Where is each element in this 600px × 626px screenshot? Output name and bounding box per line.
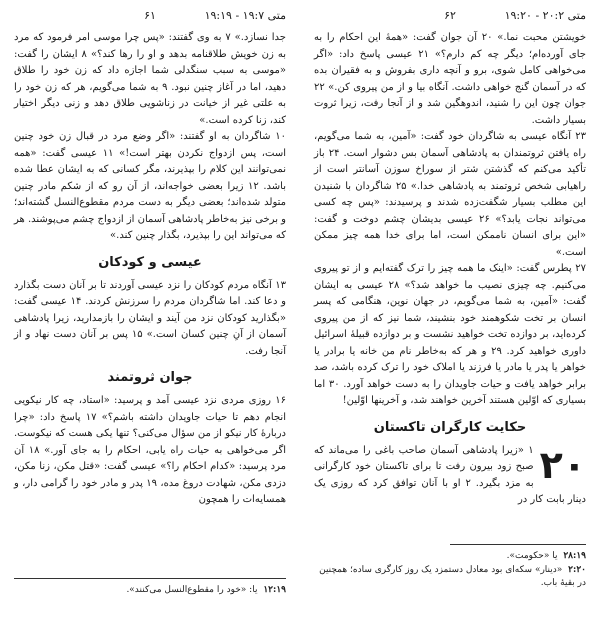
- page-number: ۶۱: [144, 9, 156, 22]
- running-head-right: [314, 6, 586, 26]
- paragraph: ۲۳ آنگاه عیسی به شاگردان خود گفت: «آمین، به شما می‌گویم، راه یافتن ثروتمندان به پادشاهی آسمان بس دشوار است. ۲۴ باز تأکید می‌کنم که گذشتن شتر از سوراخ سوزن آسانتر است از راهیابی شخص ثروتمند به پادشاهی خدا.» ۲۵ شاگردان با شنیدن این مطلب بسیار شگفت‌زده شدند و پرسیدند: «پس چه کسی می‌تواند نجات یابد؟» ۲۶ عیسی بدیشان چشم دوخت و گفت: «این برای انسان ناممکن است، اما برای خدا همه چیز ممکن است.»: [314, 131, 587, 258]
- running-head-range: ۲۰:۲ - ۱۹:۲۰: [504, 9, 565, 22]
- footnote-divider: [14, 578, 286, 579]
- text-column-right: [314, 30, 586, 509]
- running-head-range: ۱۹:۷ - ۱۹:۱۹: [204, 9, 265, 22]
- footnote-text: «دینار» سکه‌ای بود معادل دستمزد یک روز کارگری ساده؛ همچنین در بقیۀ باب.: [319, 564, 586, 588]
- paragraph: ۱۶ روزی مردی نزد عیسی آمد و پرسید: «استاد، چه کار نیکویی انجام دهم تا حیات جاویدان داشته باشم؟» ۱۷ پاسخ داد: «چرا دربارۀ کار نیکو از من سؤال می‌کنی؟ تنها یکی هست که نیکوست. اگر می‌خواهی به حیات راه یابی، احکام را به جای آور.» ۱۸ آن مرد پرسید: «کدام احکام را؟» عیسی گفت: «قتل مکن، زنا مکن، دزدی مکن، شهادت دروغ مده، ۱۹ پدر و مادر خود را گرامی دار، و همسایه‌ات را همچون: [14, 395, 286, 505]
- section-heading: جوان ثروتمند: [107, 370, 193, 385]
- paragraph: ۱۰ شاگردان به او گفتند: «اگر وضع مرد در قبال زن خود چنین است، پس ازدواج نکردن بهتر است!» ۱۱ عیسی گفت: «همه نمی‌توانند این کلام را بپذیرند، مگر کسانی که به ایشان عطا شده باشد. ۱۲ زیرا بعضی خواجه‌اند، از آن رو که از شکم مادر چنین متولد شده‌اند؛ بعضی دیگر به دست مردم مقطوع‌النسل گشته‌اند؛ و برخی نیز به‌خاطر پادشاهی آسمان از ازدواج چشم می‌پوشند. هر که می‌تواند این را بپذیرد، بگذار چنین کند.»: [14, 131, 286, 241]
- chapter-text: ۱ «زیرا پادشاهی آسمان صاحب باغی را می‌ماند که صبح زود بیرون رفت تا برای تاکستان خود کارگرانی به مزد بگیرد. ۲ او با آنان توافق کرد که روزی یک دینار بابت کار در: [314, 444, 586, 505]
- footnote-text: یا «حکومت».: [506, 551, 558, 561]
- footnotes-right: [314, 550, 586, 591]
- section-heading: عیسی و کودکان: [98, 254, 202, 270]
- footnotes-left: [14, 584, 286, 598]
- right-page: [300, 0, 600, 626]
- footnote: [14, 584, 286, 598]
- paragraph: خویشتن محبت نما.» ۲۰ آن جوان گفت: «همۀ این احکام را به جای آورده‌ام؛ دیگر چه کم دارم؟» ۲۱ عیسی پاسخ داد: «اگر می‌خواهی کامل شوی، برو و آنچه داری بفروش و به فقیران بده که در آسمان گنج خواهی داشت. آنگاه بیا و از من پیروی کن.» ۲۲ جوان چون این را شنید، اندوهگین شد و از آنجا رفت، زیرا ثروت بسیار داشت.: [314, 32, 586, 126]
- running-head-book-range: [505, 6, 586, 26]
- running-head-left: [14, 6, 286, 26]
- footnote-ref: ۱۲:۱۹: [263, 585, 286, 595]
- running-head-book-range: [205, 6, 286, 26]
- footnote-divider: [450, 544, 586, 545]
- footnote: [314, 550, 586, 564]
- paragraph: ۱۳ آنگاه مردم کودکان را نزد عیسی آوردند تا بر آنان دست بگذارد و دعا کند. اما شاگردان مردم را سرزنش کردند. ۱۴ عیسی گفت: «بگذارید کودکان نزد من آیند و ایشان را بازمدارید، زیرا پادشاهی آسمان از آنِ چنین کسان است.» ۱۵ پس بر آنان دست نهاد و از آنجا رفت.: [14, 279, 286, 357]
- paragraph: ۲۷ پطرس گفت: «اینک ما همه چیز را ترک گفته‌ایم و از تو پیروی می‌کنیم. چه چیزی نصیب ما خواهد شد؟» ۲۸ عیسی به ایشان گفت: «آمین، به شما می‌گویم، در جهان نوین، هنگامی که پسر انسان بر تخت شکوهمند خود بنشیند، شما نیز که از من پیروی کرده‌اید، بر دوازده تخت خواهید نشست و بر دوازده قبیلۀ اسرائیل داوری خواهید کرد. ۲۹ و هر که به‌خاطر نام من خانه یا برادر یا خواهر یا پدر یا مادر یا فرزند یا املاک خود را ترک کرده باشد، صد برابر خواهد یافت و حیات جاویدان را به دست خواهد آورد. ۳۰ اما بسیاری که اوّلین هستند آخرین خواهند شد، و آخرینها اوّلین!: [314, 263, 587, 406]
- footnote-text: یا: «خود را مقطوع‌النسل می‌کنند».: [126, 585, 258, 595]
- running-head-book: متی: [267, 9, 286, 22]
- page-number: ۶۲: [444, 9, 456, 22]
- chapter-number: ۲۰: [539, 442, 586, 487]
- footnote: [314, 564, 586, 591]
- running-head-book: متی: [567, 9, 586, 22]
- text-column-left: [14, 30, 286, 509]
- paragraph: جدا نسازد.» ۷ به وی گفتند: «پس چرا موسی امر فرمود که مرد به زن خویش طلاقنامه بدهد و او را رها کند؟» ۸ ایشان را گفت: «موسی به سبب سنگدلی شما اجازه داد که زن خود را طلاق دهید، اما در آغاز چنین نبود. ۹ به شما می‌گویم، هر که زن خود را به علتی غیر از خیانت در زناشویی طلاق دهد و زنی دیگر اختیار کند، زنا کرده است.»: [14, 32, 286, 126]
- footnote-ref: ۲۸:۱۹: [563, 551, 586, 561]
- chapter-paragraph: [314, 443, 586, 509]
- section-heading: حکایت کارگران تاکستان: [373, 419, 527, 435]
- footnote-ref: ۲:۲۰: [568, 564, 586, 575]
